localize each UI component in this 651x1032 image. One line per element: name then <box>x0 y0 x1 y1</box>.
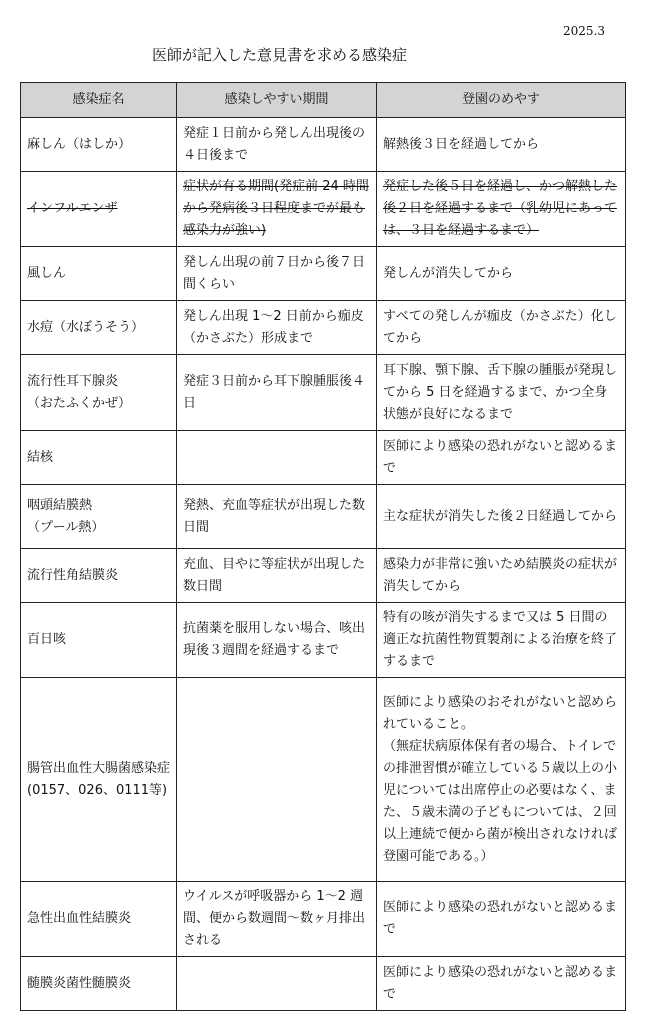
disease-name-main: 咽頭結膜熱 <box>27 497 93 513</box>
infectious-period: 発しん出現 1～2 日前から痂皮（かさぶた）形成まで <box>177 301 377 355</box>
table-row <box>21 882 626 957</box>
return-criteria: 発症した後５日を経過し、かつ解熱した後２日を経過するまで（乳幼児にあっては、３日を経過するまで） <box>377 172 626 247</box>
infection-table <box>20 82 626 1011</box>
infectious-period: 症状が有る期間(発症前 24 時間から発病後３日程度までが最も感染力が強い) <box>177 172 377 247</box>
disease-name <box>21 355 177 431</box>
table-row <box>21 957 626 1011</box>
disease-name: 結核 <box>21 431 177 485</box>
return-criteria <box>377 678 626 882</box>
table-row <box>21 549 626 603</box>
table-row <box>21 301 626 355</box>
disease-name: 麻しん（はしか） <box>21 118 177 172</box>
disease-name: インフルエンザ <box>21 172 177 247</box>
table-row <box>21 678 626 882</box>
infectious-period <box>177 678 377 882</box>
disease-name: 水痘（水ぼうそう） <box>21 301 177 355</box>
infectious-period: 発症３日前から耳下腺腫脹後４日 <box>177 355 377 431</box>
infectious-period <box>177 431 377 485</box>
disease-name: 風しん <box>21 247 177 301</box>
header-return-criteria: 登園のめやす <box>377 83 626 118</box>
return-criteria: すべての発しんが痂皮（かさぶた）化してから <box>377 301 626 355</box>
disease-name: 髄膜炎菌性髄膜炎 <box>21 957 177 1011</box>
header-disease-name: 感染症名 <box>21 83 177 118</box>
disease-name-alias: （おたふくかぜ） <box>27 395 132 411</box>
infectious-period: 発しん出現の前７日から後７日間くらい <box>177 247 377 301</box>
return-criteria: 感染力が非常に強いため結膜炎の症状が消失してから <box>377 549 626 603</box>
header-infectious-period: 感染しやすい期間 <box>177 83 377 118</box>
return-criteria: 医師により感染の恐れがないと認めるまで <box>377 957 626 1011</box>
return-criteria: 主な症状が消失した後２日経過してから <box>377 485 626 549</box>
disease-name: 腸管出血性大腸菌感染症(0157、026、0111等) <box>21 678 177 882</box>
infectious-period: 充血、目やに等症状が出現した数日間 <box>177 549 377 603</box>
table-row <box>21 118 626 172</box>
return-criteria-note: （無症状病原体保有者の場合、トイレでの排泄習慣が確立している５歳以上の小児については出席停止の必要はなく、また、５歳未満の子どもについては、２回以上連続で便から菌が検出されなければ登園可能である。） <box>383 738 618 864</box>
disease-name: 急性出血性結膜炎 <box>21 882 177 957</box>
return-criteria-main: 医師により感染のおそれがないと認められていること。 <box>383 694 618 732</box>
return-criteria: 医師により感染の恐れがないと認めるまで <box>377 431 626 485</box>
table-row <box>21 355 626 431</box>
table-header-row <box>21 83 626 118</box>
table-row <box>21 247 626 301</box>
table-row <box>21 431 626 485</box>
document-date: 2025.3 <box>563 24 605 38</box>
document-title: 医師が記入した意見書を求める感染症 <box>152 46 408 64</box>
return-criteria: 発しんが消失してから <box>377 247 626 301</box>
return-criteria: 耳下腺、顎下腺、舌下腺の腫脹が発現してから 5 日を経過するまで、かつ全身状態が良好になるまで <box>377 355 626 431</box>
disease-name-alias: （プール熱） <box>27 519 105 535</box>
disease-name: 流行性角結膜炎 <box>21 549 177 603</box>
disease-name: 百日咳 <box>21 603 177 678</box>
infectious-period: ウイルスが呼吸器から 1～2 週間、便から数週間～数ヶ月排出される <box>177 882 377 957</box>
disease-name <box>21 485 177 549</box>
infectious-period: 発熱、充血等症状が出現した数日間 <box>177 485 377 549</box>
table-row <box>21 485 626 549</box>
infectious-period: 発症１日前から発しん出現後の４日後まで <box>177 118 377 172</box>
table-row <box>21 172 626 247</box>
return-criteria: 特有の咳が消失するまで又は 5 日間の適正な抗菌性物質製剤による治療を終了するまで <box>377 603 626 678</box>
disease-name-main: 流行性耳下腺炎 <box>27 373 119 389</box>
infectious-period: 抗菌薬を服用しない場合、咳出現後３週間を経過するまで <box>177 603 377 678</box>
return-criteria: 医師により感染の恐れがないと認めるまで <box>377 882 626 957</box>
table-row <box>21 603 626 678</box>
return-criteria: 解熱後３日を経過してから <box>377 118 626 172</box>
infectious-period <box>177 957 377 1011</box>
